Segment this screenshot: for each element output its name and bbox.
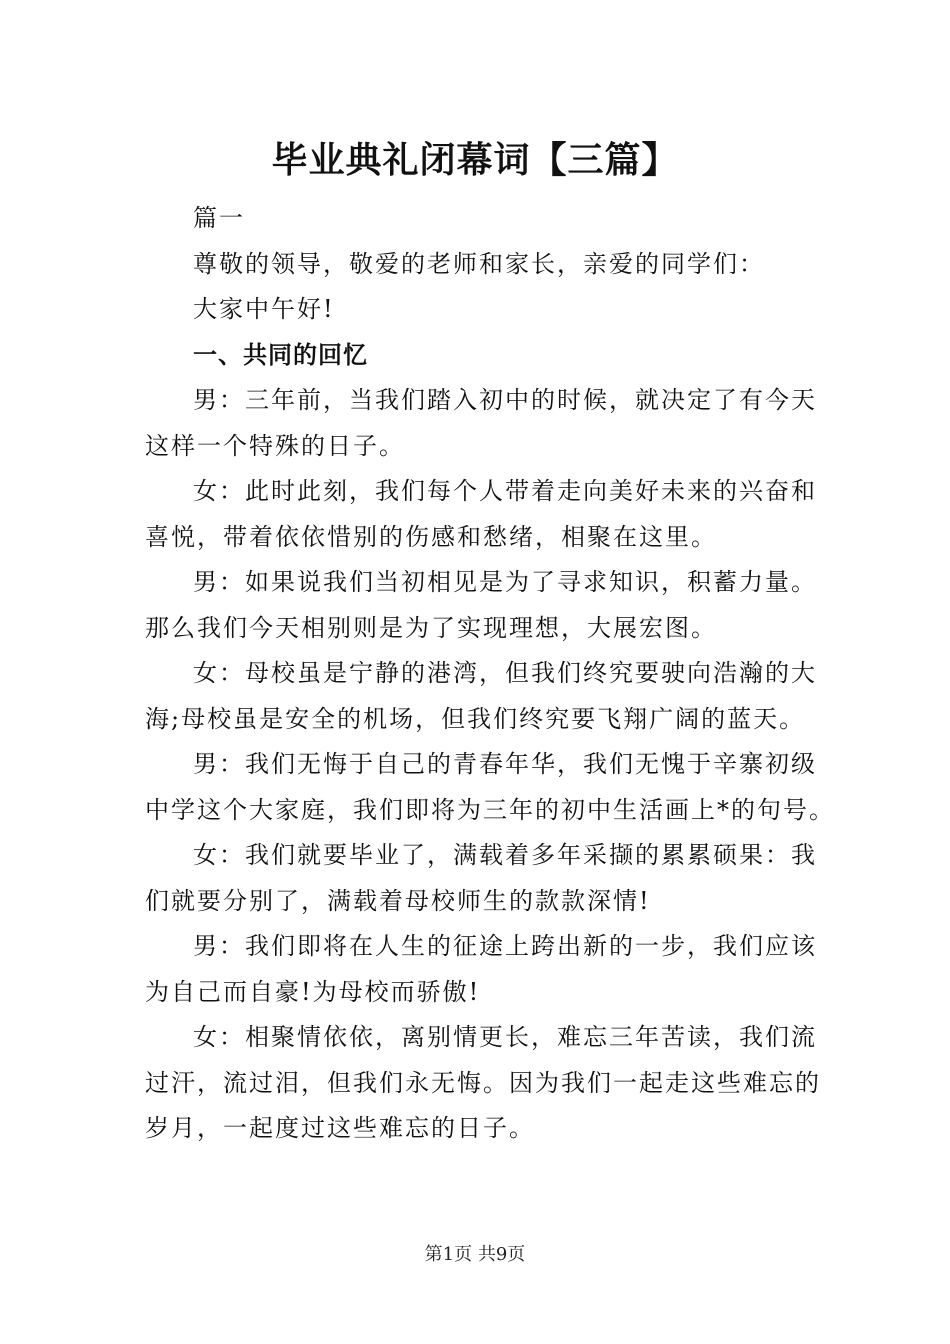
salutation: 尊敬的领导，敬爱的老师和家长，亲爱的同学们： (193, 249, 765, 278)
section-heading: 一、共同的回忆 (193, 340, 368, 369)
document-title: 毕业典礼闭幕词【三篇】 (271, 140, 679, 181)
paragraph: 女：我们就要毕业了，满载着多年采撷的累累硕果：我们就要分别了，满载着母校师生的款款深情! (145, 841, 817, 915)
paragraph: 女：此时此刻，我们每个人带着走向美好未来的兴奋和喜悦，带着依依惜别的伤感和愁绪，相聚在这里。 (145, 477, 817, 551)
paragraph: 男：我们无悔于自己的青春年华，我们无愧于辛寨初级中学这个大家庭，我们即将为三年的初中生活画上*的句号。 (145, 750, 835, 824)
paragraph: 男：我们即将在人生的征途上跨出新的一步，我们应该为自己而自豪!为母校而骄傲! (145, 932, 817, 1006)
paragraph: 男：如果说我们当初相见是为了寻求知识，积蓄力量。那么我们今天相别则是为了实现理想，大展宏图。 (145, 568, 817, 642)
paragraph: 男：三年前，当我们踏入初中的时候，就决定了有今天这样一个特殊的日子。 (145, 386, 817, 460)
page-footer: 第1页 共9页 (424, 1244, 526, 1265)
paragraph: 女：母校虽是宁静的港湾，但我们终究要驶向浩瀚的大海;母校虽是安全的机场，但我们终究要飞翔广阔的蓝天。 (145, 659, 817, 733)
greeting: 大家中午好! (193, 295, 335, 323)
section-label: 篇一 (193, 204, 245, 232)
paragraph: 女：相聚情依依，离别情更长，难忘三年苦读，我们流过汗，流过泪，但我们永无悔。因为我们一起走这些难忘的岁月，一起度过这些难忘的日子。 (145, 1023, 821, 1142)
document-body (145, 196, 835, 1152)
